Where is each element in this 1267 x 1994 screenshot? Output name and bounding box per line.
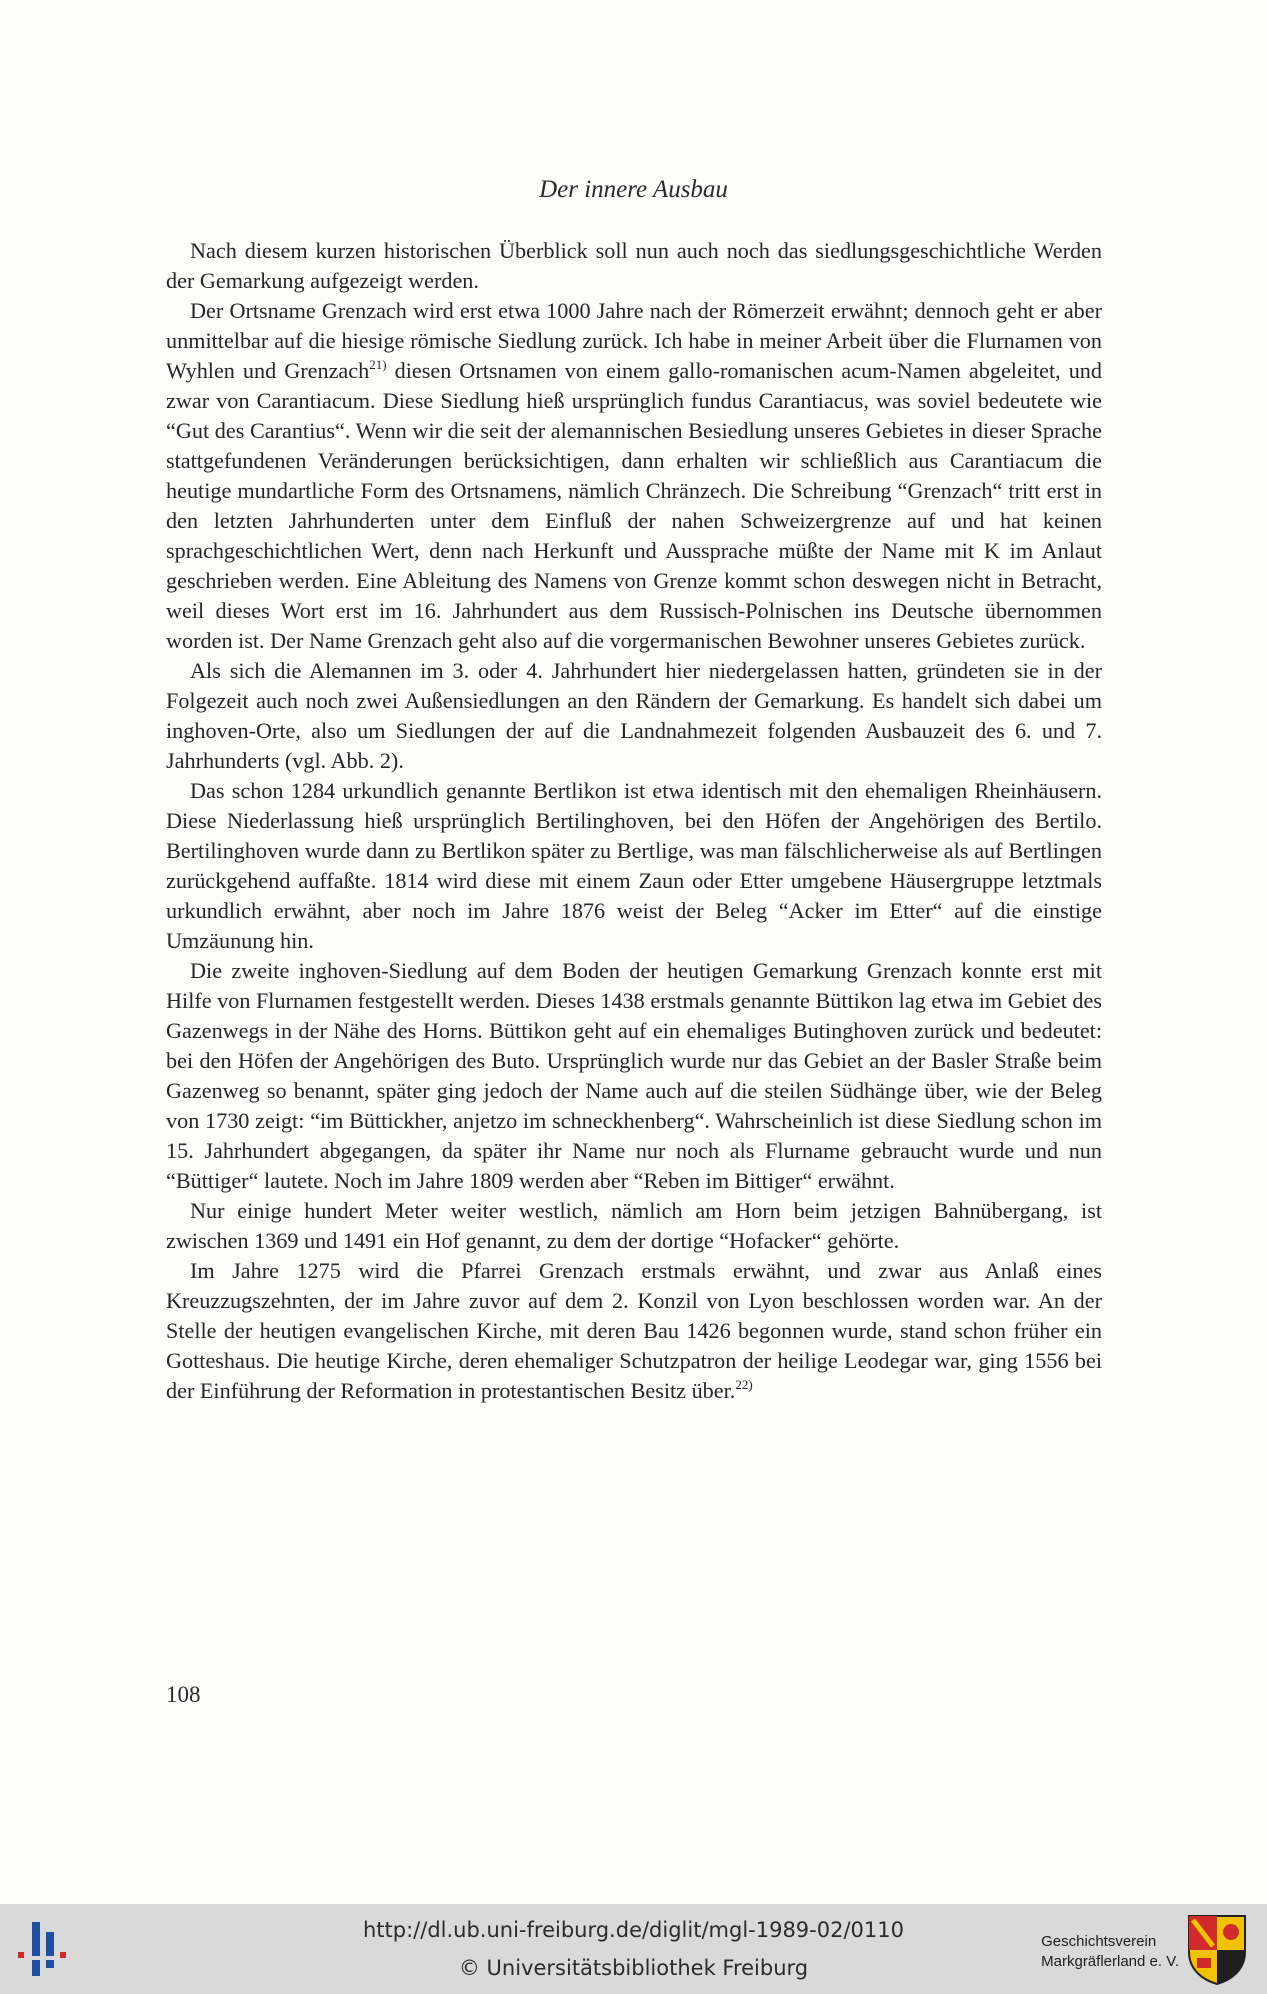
paragraph-2-text-a: Der Ortsname Grenzach wird erst etwa 1000 Jahre nach der Römerzeit erwähnt; dennoch geht er aber unmittelbar auf die hiesige römische Siedlung zurück. Ich habe in meiner Arbeit über die Flurnamen von Wyhlen und Grenzach — [166, 298, 1102, 383]
footer-bar — [0, 1904, 1267, 1994]
document-url-link[interactable]: http://dl.ub.uni-freiburg.de/diglit/mgl-1989-02/0110 — [362, 1918, 904, 1942]
running-title: Der innere Ausbau — [539, 176, 728, 203]
publisher-name-line-1: Geschichtsverein — [1041, 1933, 1157, 1950]
paragraph-2 — [166, 296, 1102, 656]
body-text — [166, 236, 1102, 1406]
paragraph-2-text-b: diesen Ortsnamen von einem gallo-romanischen acum-Namen abgeleitet, und zwar von Carantiacum. Diese Siedlung hieß ursprünglich fundus Carantiacus, was soviel bedeutete wie “Gut des Carantius“. Wenn wir die seit der alemannischen Besiedlung unseres Gebietes in dieser Sprache stattgefundenen Veränderungen berücksichtigen, dann erhalten wir schließlich aus Carantiacum die heutige mundartliche Form des Ortsnamens, nämlich Chränzech. Die Schreibung “Grenzach“ tritt erst in den letzten Jahrhunderten unter dem Einfluß der nahen Schweizergrenze auf und hat keinen sprachgeschichtlichen Wert, denn nach Herkunft und Aussprache müßte der Name mit K im Anlaut geschrieben werden. Eine Ableitung des Namens von Grenze kommt schon deswegen nicht in Betracht, weil dieses Wort erst im 16. Jahrhundert aus dem Russisch-Polnischen ins Deutsche übernommen worden ist. Der Name Grenzach geht also auf die vorgermanischen Bewohner unseres Gebietes zurück. — [166, 358, 1102, 653]
coat-of-arms-icon — [1185, 1912, 1249, 1986]
paragraph-7-text: Im Jahre 1275 wird die Pfarrei Grenzach erstmals erwähnt, und zwar aus Anlaß eines Kreuzzugszehnten, der im Jahre zuvor auf dem 2. Konzil von Lyon beschlossen worden war. An der Stelle der heutigen evangelischen Kirche, mit deren Bau 1426 begonnen wurde, stand schon früher ein Gotteshaus. Die heutige Kirche, deren ehemaliger Schutzpatron der heilige Leodegar war, ging 1556 bei der Einführung der Reformation in protestantischen Besitz über. — [166, 1258, 1102, 1403]
page-number: 108 — [166, 1682, 201, 1707]
paragraph-3: Als sich die Alemannen im 3. oder 4. Jahrhundert hier niedergelassen hatten, gründeten sie in der Folgezeit auch noch zwei Außensiedlungen an den Rändern der Gemarkung. Es handelt sich dabei um inghoven-Orte, also um Siedlungen der auf die Landnahmezeit folgenden Ausbauzeit des 6. und 7. Jahrhunderts (vgl. Abb. 2). — [166, 658, 1102, 773]
paragraph-1: Nach diesem kurzen historischen Überblick soll nun auch noch das siedlungsgeschichtliche Werden der Gemarkung aufgezeigt werden. — [166, 238, 1102, 293]
publisher-name-line-2: Markgräflerland e. V. — [1041, 1953, 1179, 1970]
footnote-ref-22[interactable]: 22) — [735, 1377, 753, 1392]
paragraph-5: Die zweite inghoven-Siedlung auf dem Boden der heutigen Gemarkung Grenzach konnte erst mit Hilfe von Flurnamen festgestellt werden. Dieses 1438 erstmals genannte Büttikon lag etwa im Gebiet des Gazenwegs in der Nähe des Horns. Büttikon geht auf ein ehemaliges Butinghoven zurück und bedeutet: bei den Höfen der Angehörigen des Buto. Ursprünglich wurde nur das Gebiet an der Basler Straße beim Gazenweg so benannt, später ging jedoch der Name auch auf die steilen Südhänge über, wie der Beleg von 1730 zeigt: “im Büttickher, anjetzo im schneckhenberg“. Wahrscheinlich ist diese Siedlung schon im 15. Jahrhundert abgegangen, da später ihr Name nur noch als Flurname gebraucht wurde und nun “Büttiger“ lautete. Noch im Jahre 1809 werden aber “Reben im Bittiger“ erwähnt. — [166, 958, 1102, 1193]
footnote-ref-21[interactable]: 21) — [369, 357, 387, 372]
paragraph-4: Das schon 1284 urkundlich genannte Bertlikon ist etwa identisch mit den ehemaligen Rheinhäusern. Diese Niederlassung hieß ursprünglich Bertilinghoven, bei den Höfen der Angehörigen des Bertilo. Bertilinghoven wurde dann zu Bertlikon später zu Bertlige, was man fälschlicherweise als auf Bertlingen zurückgehend auffaßte. 1814 wird diese mit einem Zaun oder Etter umgebene Häusergruppe letztmals urkundlich erwähnt, aber noch im Jahre 1876 weist der Beleg “Acker im Etter“ auf die einstige Umzäunung hin. — [166, 778, 1102, 953]
copyright-text: © Universitätsbibliothek Freiburg — [458, 1956, 809, 1980]
publisher-name — [1041, 1932, 1179, 1972]
paragraph-6: Nur einige hundert Meter weiter westlich, nämlich am Horn beim jetzigen Bahnübergang, ist zwischen 1369 und 1491 ein Hof genannt, zu dem der dortige “Hofacker“ gehörte. — [166, 1198, 1102, 1253]
paragraph-7 — [166, 1256, 1102, 1406]
